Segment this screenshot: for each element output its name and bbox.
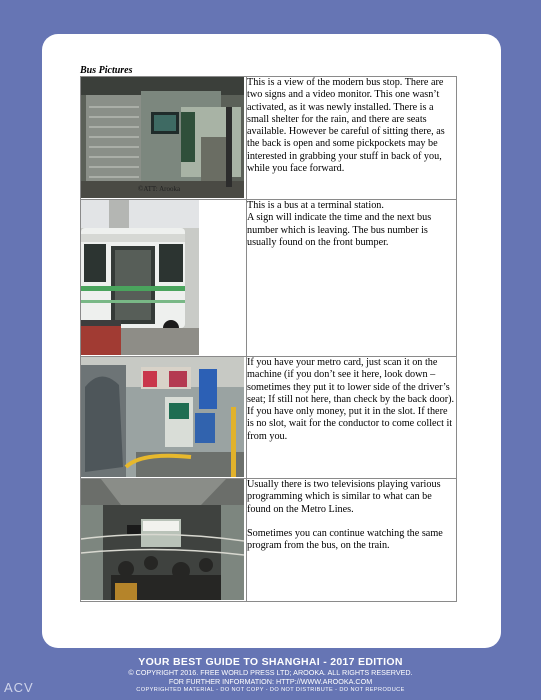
description-cell xyxy=(247,479,457,602)
description-cell xyxy=(247,357,457,479)
paragraph: Sometimes you can continue watching the same program from the bus, on the train. xyxy=(247,527,443,552)
photo-cell xyxy=(81,357,247,479)
paragraph: If you have only money, put it in the slot. If there is no slot, wait for the conductor to come collect it from you. xyxy=(247,406,453,442)
table-row xyxy=(81,200,457,357)
table-row xyxy=(81,357,457,479)
terminal-bus-photo xyxy=(81,200,244,355)
corner-mark: ACV xyxy=(4,680,34,695)
photo-cell xyxy=(81,479,247,602)
paragraph: This is a bus at a terminal station. xyxy=(247,200,384,211)
paragraph: This is a view of the modern bus stop. There are two signs and a video monitor. This one wasn’t activated, as it was newly installed. There is a small shelter for the rain, and there are seats available. However be careful of sitting there, as the back is open and some pickpockets may be interested in grabbing your stuff in back of you, while you face forward. xyxy=(247,77,445,175)
table-row xyxy=(81,77,457,200)
photo-cell xyxy=(81,77,247,200)
footer xyxy=(0,656,541,694)
section-title: Bus Pictures xyxy=(80,65,133,76)
footer-info: FOR FURTHER INFORMATION: HTTP://WWW.AROOKA.COM xyxy=(168,677,373,686)
bus-pictures-table xyxy=(80,76,457,602)
paragraph: A sign will indicate the time and the next bus number which is leaving. The bus number is usually found on the front bumper. xyxy=(247,212,432,248)
description-cell xyxy=(247,200,457,357)
photo-watermark: ©ATT: Arooka xyxy=(138,185,181,193)
paragraph: If you have your metro card, just scan it on the machine (if you don’t see it here, look down – sometimes they put it to lower side of the driver’s seat; If still not here, than check by the back door). xyxy=(247,357,455,405)
document-page xyxy=(42,34,501,648)
bus-stop-photo xyxy=(81,77,244,198)
bus-interior-photo xyxy=(81,479,244,600)
footer-copyright: © COPYRIGHT 2016. FREE WORLD PRESS LTD; AROOKA. ALL RIGHTS RESERVED. xyxy=(128,668,413,677)
fare-machine-photo xyxy=(81,357,244,477)
footer-notice: COPYRIGHTED MATERIAL - DO NOT COPY - DO NOT DISTRIBUTE - DO NOT REPRODUCE xyxy=(136,687,405,693)
paragraph: Usually there is two televisions playing various programming which is similar to what can be found on the Metro Lines. xyxy=(247,479,441,515)
description-cell xyxy=(247,77,457,200)
table-row xyxy=(81,479,457,602)
paragraph-gap xyxy=(247,516,456,528)
footer-title: YOUR BEST GUIDE TO SHANGHAI - 2017 EDITION xyxy=(138,656,403,668)
photo-cell xyxy=(81,200,247,357)
